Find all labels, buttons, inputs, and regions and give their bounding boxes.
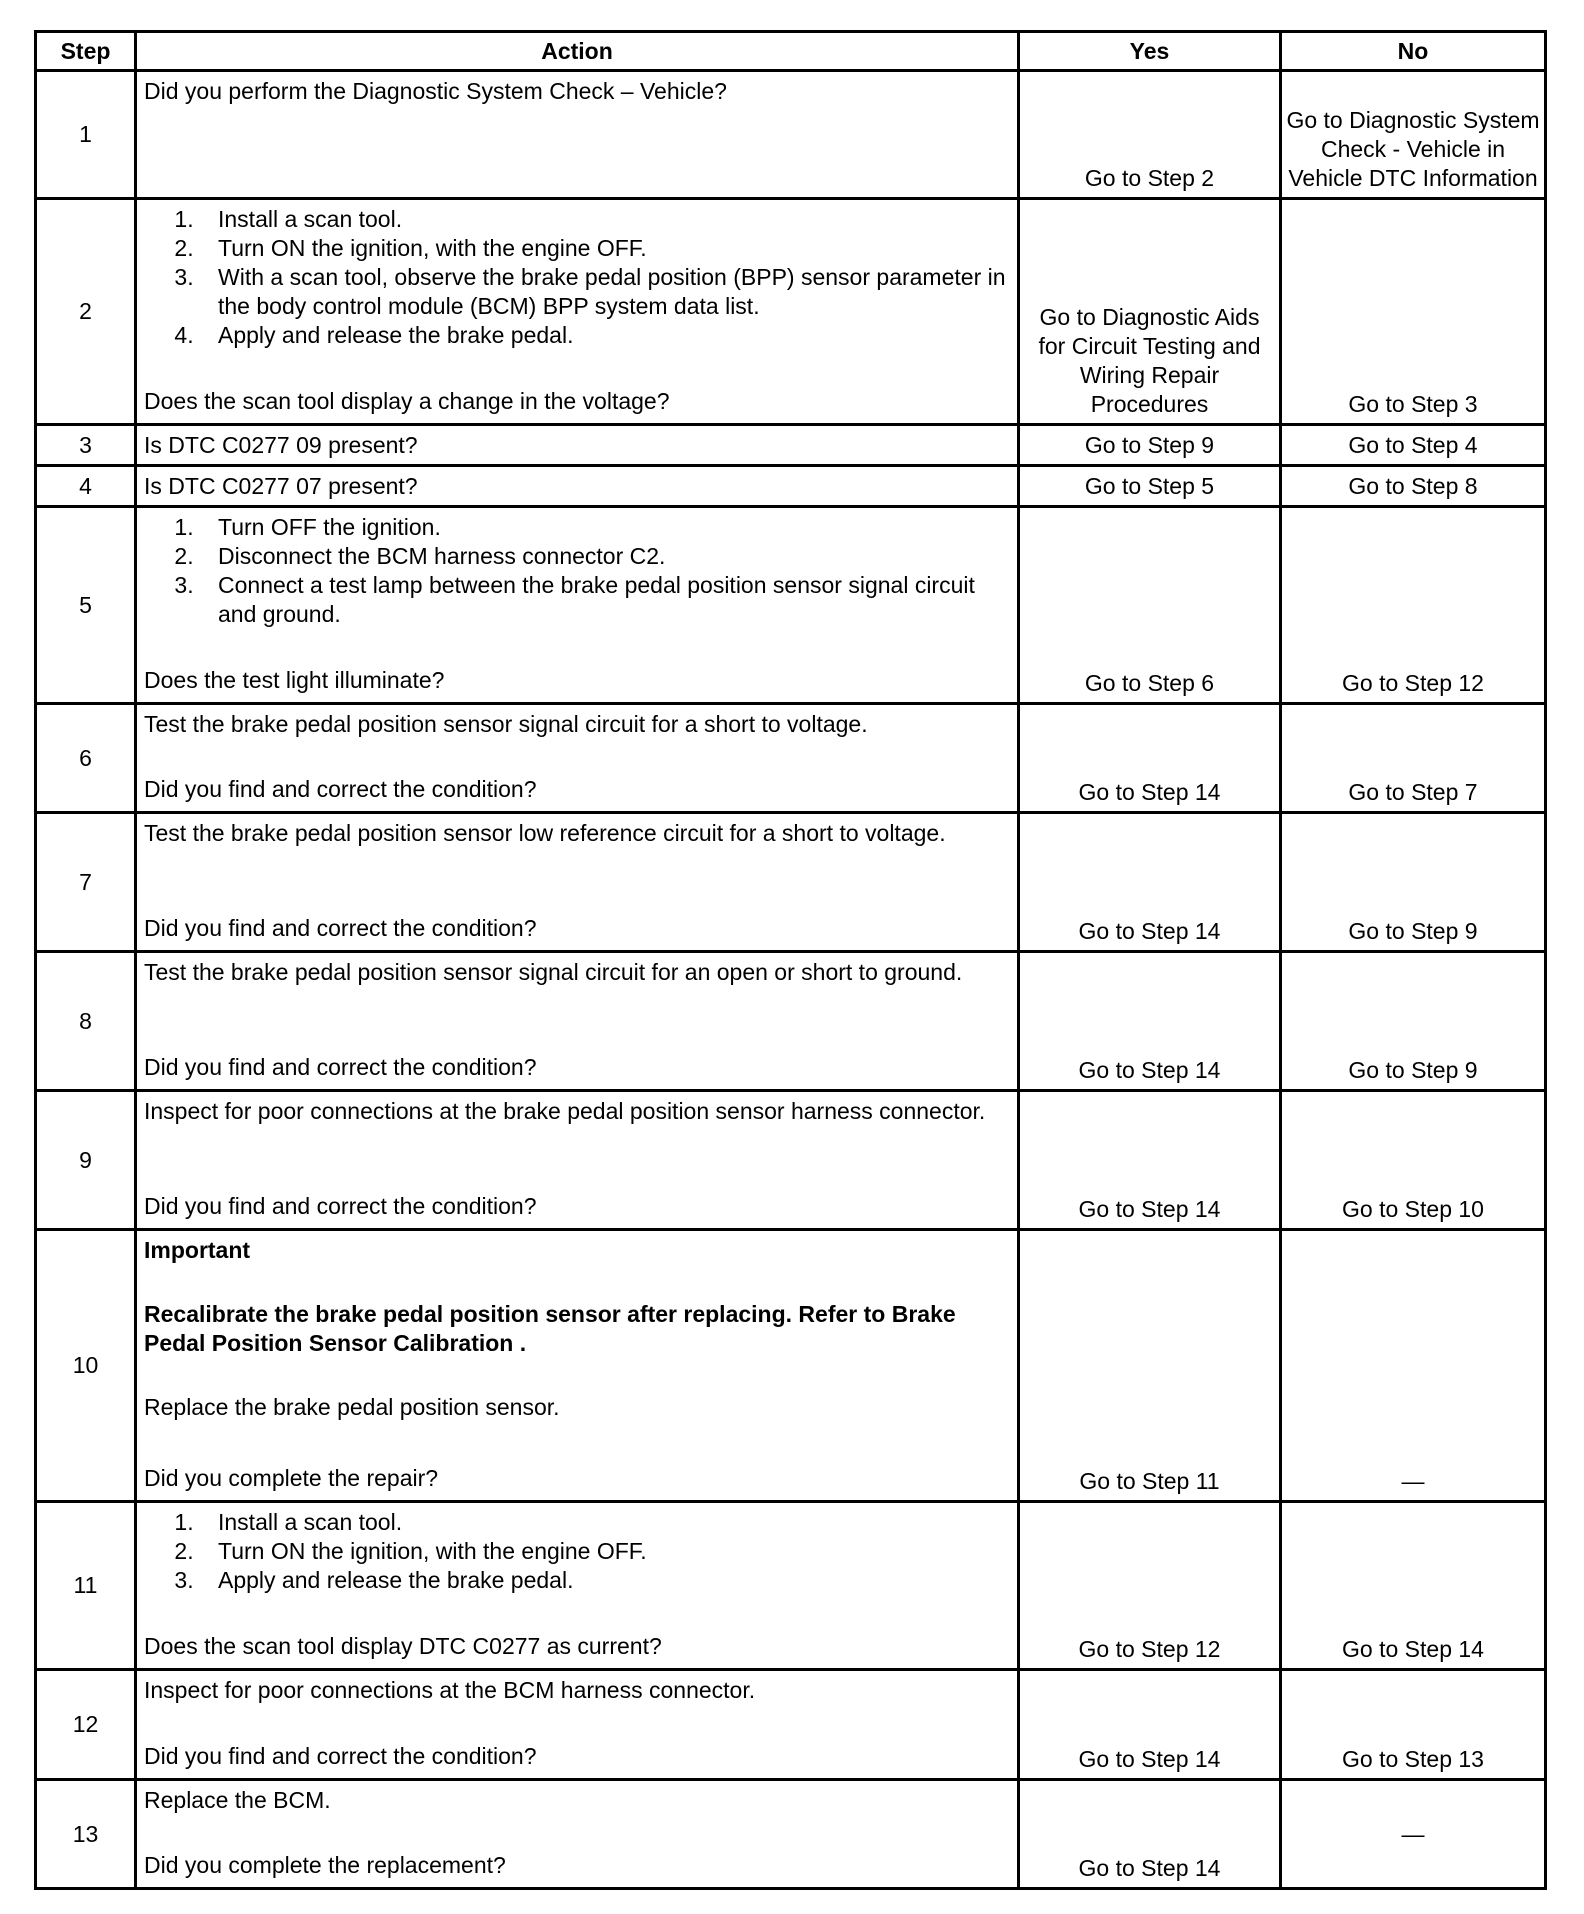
action-cell bbox=[136, 71, 1019, 199]
header-action: Action bbox=[136, 32, 1019, 71]
list-item: 2. Turn ON the ignition, with the engine OFF. bbox=[200, 1537, 1009, 1566]
table-row bbox=[36, 1502, 1546, 1670]
action-question: Did you find and correct the condition? bbox=[144, 776, 537, 802]
yes-cell: Go to Step 14 bbox=[1019, 1780, 1281, 1889]
action-question: Did you perform the Diagnostic System Check – Vehicle? bbox=[144, 78, 727, 104]
step-number: 9 bbox=[36, 1091, 136, 1230]
step-number: 12 bbox=[36, 1670, 136, 1780]
yes-cell: Go to Step 6 bbox=[1019, 507, 1281, 704]
step-number: 2 bbox=[36, 199, 136, 425]
action-question: Is DTC C0277 09 present? bbox=[144, 432, 418, 458]
no-cell: — bbox=[1281, 1780, 1546, 1889]
list-item: 1. Install a scan tool. bbox=[200, 1508, 1009, 1537]
list-item: 3. Apply and release the brake pedal. bbox=[200, 1566, 1009, 1595]
action-instruction: Test the brake pedal position sensor low reference circuit for a short to voltage. bbox=[144, 820, 946, 846]
no-cell: Go to Step 7 bbox=[1281, 704, 1546, 813]
action-question: Did you find and correct the condition? bbox=[144, 915, 537, 941]
action-list bbox=[144, 205, 1009, 350]
action-cell bbox=[136, 1670, 1019, 1780]
table-row bbox=[36, 952, 1546, 1091]
no-cell: Go to Step 9 bbox=[1281, 952, 1546, 1091]
action-cell bbox=[136, 704, 1019, 813]
action-list bbox=[144, 513, 1009, 629]
action-cell bbox=[136, 1091, 1019, 1230]
step-number: 6 bbox=[36, 704, 136, 813]
action-question: Did you find and correct the condition? bbox=[144, 1054, 537, 1080]
yes-cell: Go to Step 14 bbox=[1019, 952, 1281, 1091]
table-row bbox=[36, 704, 1546, 813]
action-cell bbox=[136, 952, 1019, 1091]
no-cell: Go to Step 4 bbox=[1281, 425, 1546, 466]
action-instruction: Inspect for poor connections at the BCM harness connector. bbox=[144, 1677, 756, 1703]
header-no: No bbox=[1281, 32, 1546, 71]
step-number: 11 bbox=[36, 1502, 136, 1670]
step-number: 1 bbox=[36, 71, 136, 199]
action-list bbox=[144, 1508, 1009, 1595]
action-cell bbox=[136, 1780, 1019, 1889]
no-cell: — bbox=[1281, 1230, 1546, 1502]
action-instruction: Replace the brake pedal position sensor. bbox=[144, 1394, 560, 1420]
yes-cell: Go to Step 14 bbox=[1019, 813, 1281, 952]
yes-cell: Go to Step 2 bbox=[1019, 71, 1281, 199]
action-cell bbox=[136, 1230, 1019, 1502]
step-number: 7 bbox=[36, 813, 136, 952]
important-note: Recalibrate the brake pedal position sensor after replacing. Refer to Brake Pedal Position Sensor Calibration . bbox=[144, 1301, 956, 1356]
list-item: 3. With a scan tool, observe the brake pedal position (BPP) sensor parameter in the body control module (BCM) BPP system data list. bbox=[200, 263, 1009, 321]
action-question: Does the scan tool display a change in the voltage? bbox=[144, 388, 670, 414]
action-cell bbox=[136, 813, 1019, 952]
action-cell bbox=[136, 1502, 1019, 1670]
important-label: Important bbox=[144, 1237, 251, 1263]
no-cell: Go to Step 9 bbox=[1281, 813, 1546, 952]
no-cell: Go to Step 14 bbox=[1281, 1502, 1546, 1670]
action-instruction: Test the brake pedal position sensor signal circuit for an open or short to ground. bbox=[144, 959, 963, 985]
yes-cell: Go to Step 14 bbox=[1019, 1091, 1281, 1230]
step-number: 13 bbox=[36, 1780, 136, 1889]
list-item: 1. Install a scan tool. bbox=[200, 205, 1009, 234]
list-item: 3. Connect a test lamp between the brake pedal position sensor signal circuit and ground. bbox=[200, 571, 1009, 629]
diagnostic-table bbox=[34, 30, 1547, 1890]
table-row bbox=[36, 1670, 1546, 1780]
action-cell bbox=[136, 507, 1019, 704]
action-question: Does the scan tool display DTC C0277 as current? bbox=[144, 1633, 662, 1659]
yes-cell: Go to Diagnostic Aids for Circuit Testing and Wiring Repair Procedures bbox=[1019, 199, 1281, 425]
action-question: Did you find and correct the condition? bbox=[144, 1743, 537, 1769]
table-row bbox=[36, 425, 1546, 466]
yes-cell: Go to Step 14 bbox=[1019, 1670, 1281, 1780]
action-question: Did you complete the replacement? bbox=[144, 1852, 506, 1878]
yes-cell: Go to Step 11 bbox=[1019, 1230, 1281, 1502]
no-cell: Go to Diagnostic System Check - Vehicle in Vehicle DTC Information bbox=[1281, 71, 1546, 199]
table-row bbox=[36, 813, 1546, 952]
list-item: 2. Disconnect the BCM harness connector C2. bbox=[200, 542, 1009, 571]
list-item: 4. Apply and release the brake pedal. bbox=[200, 321, 1009, 350]
header-yes: Yes bbox=[1019, 32, 1281, 71]
action-cell bbox=[136, 199, 1019, 425]
action-instruction: Replace the BCM. bbox=[144, 1787, 331, 1813]
step-number: 5 bbox=[36, 507, 136, 704]
action-question: Did you find and correct the condition? bbox=[144, 1193, 537, 1219]
no-cell: Go to Step 10 bbox=[1281, 1091, 1546, 1230]
step-number: 10 bbox=[36, 1230, 136, 1502]
step-number: 3 bbox=[36, 425, 136, 466]
no-cell: Go to Step 3 bbox=[1281, 199, 1546, 425]
table-row bbox=[36, 1091, 1546, 1230]
action-cell bbox=[136, 425, 1019, 466]
yes-cell: Go to Step 5 bbox=[1019, 466, 1281, 507]
action-question: Did you complete the repair? bbox=[144, 1465, 439, 1491]
list-item: 2. Turn ON the ignition, with the engine OFF. bbox=[200, 234, 1009, 263]
action-question: Is DTC C0277 07 present? bbox=[144, 473, 418, 499]
yes-cell: Go to Step 14 bbox=[1019, 704, 1281, 813]
header-row bbox=[36, 32, 1546, 71]
yes-cell: Go to Step 12 bbox=[1019, 1502, 1281, 1670]
table-row bbox=[36, 1230, 1546, 1502]
table-row bbox=[36, 199, 1546, 425]
table-row bbox=[36, 1780, 1546, 1889]
action-instruction: Test the brake pedal position sensor signal circuit for a short to voltage. bbox=[144, 711, 868, 737]
step-number: 4 bbox=[36, 466, 136, 507]
action-instruction: Inspect for poor connections at the brake pedal position sensor harness connector. bbox=[144, 1098, 986, 1124]
table-row bbox=[36, 71, 1546, 199]
step-number: 8 bbox=[36, 952, 136, 1091]
yes-cell: Go to Step 9 bbox=[1019, 425, 1281, 466]
no-cell: Go to Step 8 bbox=[1281, 466, 1546, 507]
action-question: Does the test light illuminate? bbox=[144, 667, 445, 693]
header-step: Step bbox=[36, 32, 136, 71]
no-cell: Go to Step 13 bbox=[1281, 1670, 1546, 1780]
table-row bbox=[36, 466, 1546, 507]
table-row bbox=[36, 507, 1546, 704]
list-item: 1. Turn OFF the ignition. bbox=[200, 513, 1009, 542]
no-cell: Go to Step 12 bbox=[1281, 507, 1546, 704]
action-cell bbox=[136, 466, 1019, 507]
